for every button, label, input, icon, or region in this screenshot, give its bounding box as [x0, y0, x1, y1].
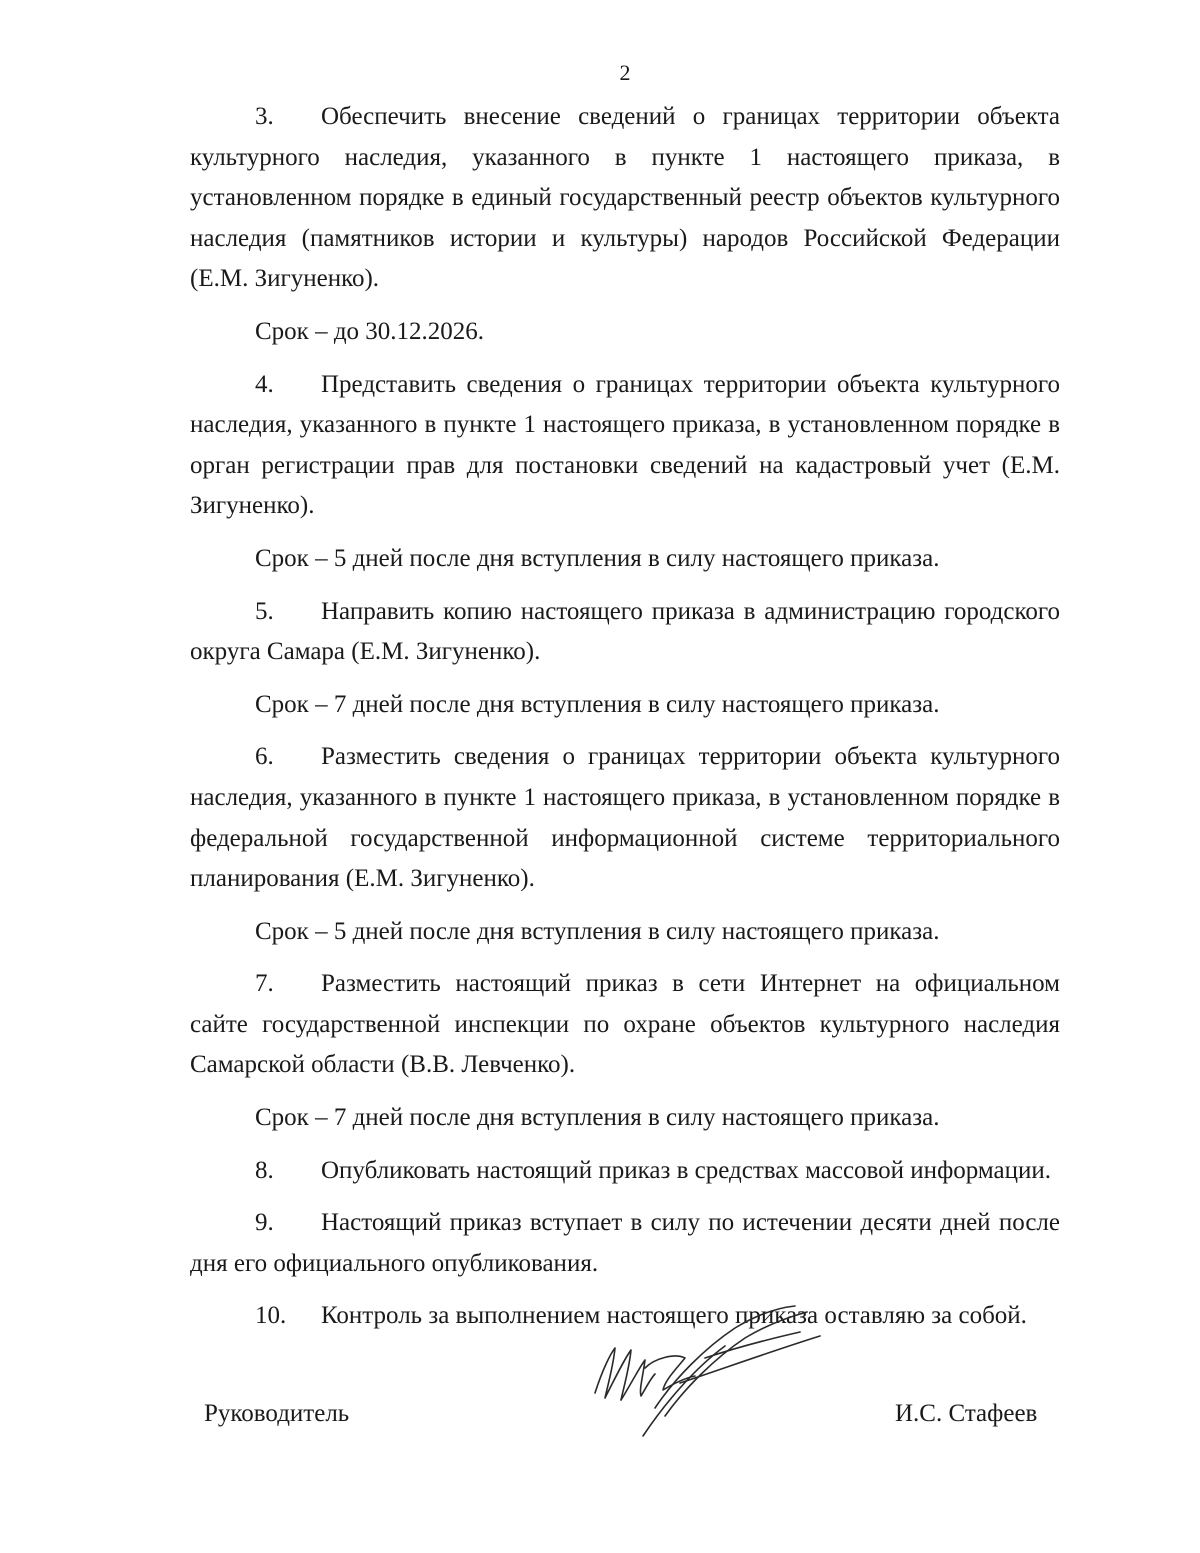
clause-text: Разместить сведения о границах территории объекта культурного наследия, указанного в пункте 1 настоящего приказа, в установленном порядке в федеральной государственной информационной системе территориального планирования (Е.М. Зигуненко).	[190, 743, 1060, 893]
clause-9	[190, 1203, 1060, 1284]
document-body	[190, 97, 1060, 1337]
clause-3	[190, 97, 1060, 300]
deadline-7: Срок – 7 дней после дня вступления в силу настоящего приказа.	[255, 1104, 940, 1132]
deadline-4: Срок – 5 дней после дня вступления в силу настоящего приказа.	[255, 544, 940, 572]
clause-text: Контроль за выполнением настоящего приказа оставляю за собой.	[321, 1302, 1027, 1330]
clause-number: 5.	[255, 597, 274, 625]
clause-8	[190, 1151, 1060, 1192]
clause-text: Опубликовать настоящий приказ в средствах массовой информации.	[321, 1156, 1052, 1184]
clause-text: Настоящий приказ вступает в силу по истечении десяти дней после дня его официального опубликования.	[190, 1209, 1060, 1277]
clause-text: Представить сведения о границах территории объекта культурного наследия, указанного в пункте 1 настоящего приказа, в установленном порядке в орган регистрации прав для постановки сведений на кадастровый учет (Е.М. Зигуненко).	[190, 370, 1060, 520]
deadline-6: Срок – 5 дней после дня вступления в силу настоящего приказа.	[255, 917, 940, 945]
clause-number: 8.	[255, 1156, 274, 1184]
clause-number: 4.	[255, 370, 274, 398]
signature-block	[0, 1398, 1200, 1438]
clause-text: Обеспечить внесение сведений о границах территории объекта культурного наследия, указанного в пункте 1 настоящего приказа, в установленном порядке в единый государственный реестр объектов культурного наследия (памятников истории и культуры) народов Российской Федерации (Е.М. Зигуненко).	[190, 103, 1060, 293]
clause-6	[190, 737, 1060, 899]
clause-text: Разместить настоящий приказ в сети Интернет на официальном сайте государственной инспекции по охране объектов культурного наследия Самарской области (В.В. Левченко).	[190, 970, 1060, 1079]
clause-number: 10.	[255, 1302, 287, 1330]
deadline-3: Срок – до 30.12.2026.	[255, 317, 485, 345]
clause-number: 3.	[255, 103, 274, 130]
deadline-5: Срок – 7 дней после дня вступления в силу настоящего приказа.	[255, 690, 940, 718]
clause-number: 9.	[255, 1209, 274, 1237]
clause-5	[190, 592, 1060, 673]
clause-text: Направить копию настоящего приказа в администрацию городского округа Самара (Е.М. Зигуненко).	[190, 597, 1060, 666]
signatory-name: И.С. Стафеев	[895, 1400, 1038, 1427]
clause-7	[190, 964, 1060, 1086]
signatory-position: Руководитель	[204, 1400, 350, 1427]
clause-4	[190, 365, 1060, 527]
clause-number: 7.	[255, 970, 274, 998]
page-number: 2	[619, 60, 631, 85]
clause-number: 6.	[255, 743, 274, 771]
